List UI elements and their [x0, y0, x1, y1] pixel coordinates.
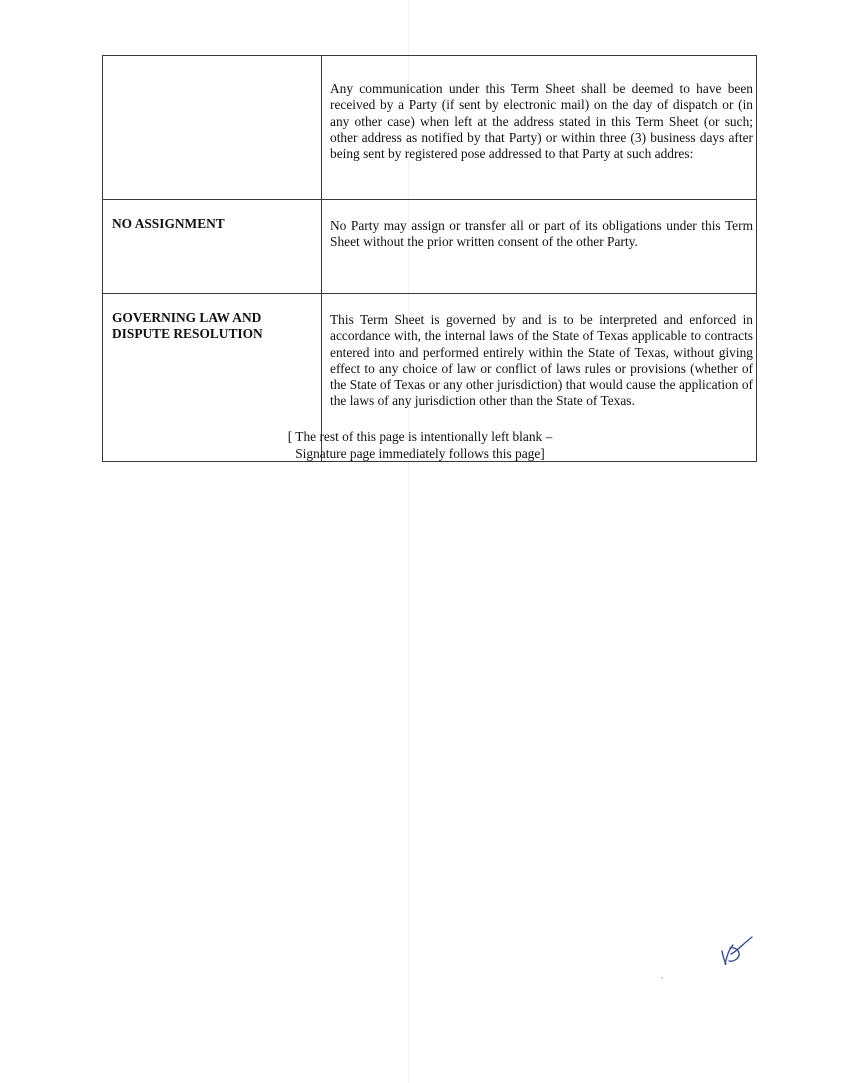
row-label [103, 56, 322, 200]
table-row [103, 56, 757, 200]
handwritten-initials [716, 935, 754, 967]
initials-stroke [722, 937, 752, 964]
blank-page-note-line-2: Signature page immediately follows this page] [295, 445, 545, 461]
governing-law-clause: This Term Sheet is governed by and is to be interpreted and enforced in accordance with, the internal laws of the State of Texas applicable to contracts entered into and performed entirely within the State of Texas, without giving effect to any choice of law or conflict of laws rules or provisions (whether of the State of Texas or any other jurisdiction) that would cause the application of the laws of any jurisdiction other than the State of Texas. [322, 294, 757, 462]
row-label: GOVERNING LAW AND DISPUTE RESOLUTION [103, 294, 322, 462]
no-assignment-clause: No Party may assign or transfer all or part of its obligations under this Term Sheet without the prior written consent of the other Party. [322, 200, 757, 294]
blank-page-note-line-1: [ The rest of this page is intentionally left blank – [287, 429, 553, 444]
blank-page-note [250, 429, 590, 462]
table-row [103, 200, 757, 294]
communication-clause: Any communication under this Term Sheet shall be deemed to have been received by a Party (if sent by electronic mail) on the day of dispatch or (in any other case) when left at the address stated in this Term Sheet (or such; other address as notified by that Party) or within three (3) business days after being sent by registered pose addressed to that Party at such addres: [322, 56, 757, 200]
term-sheet-table [102, 55, 757, 462]
row-label: NO ASSIGNMENT [103, 200, 322, 294]
scan-speck [661, 977, 663, 979]
